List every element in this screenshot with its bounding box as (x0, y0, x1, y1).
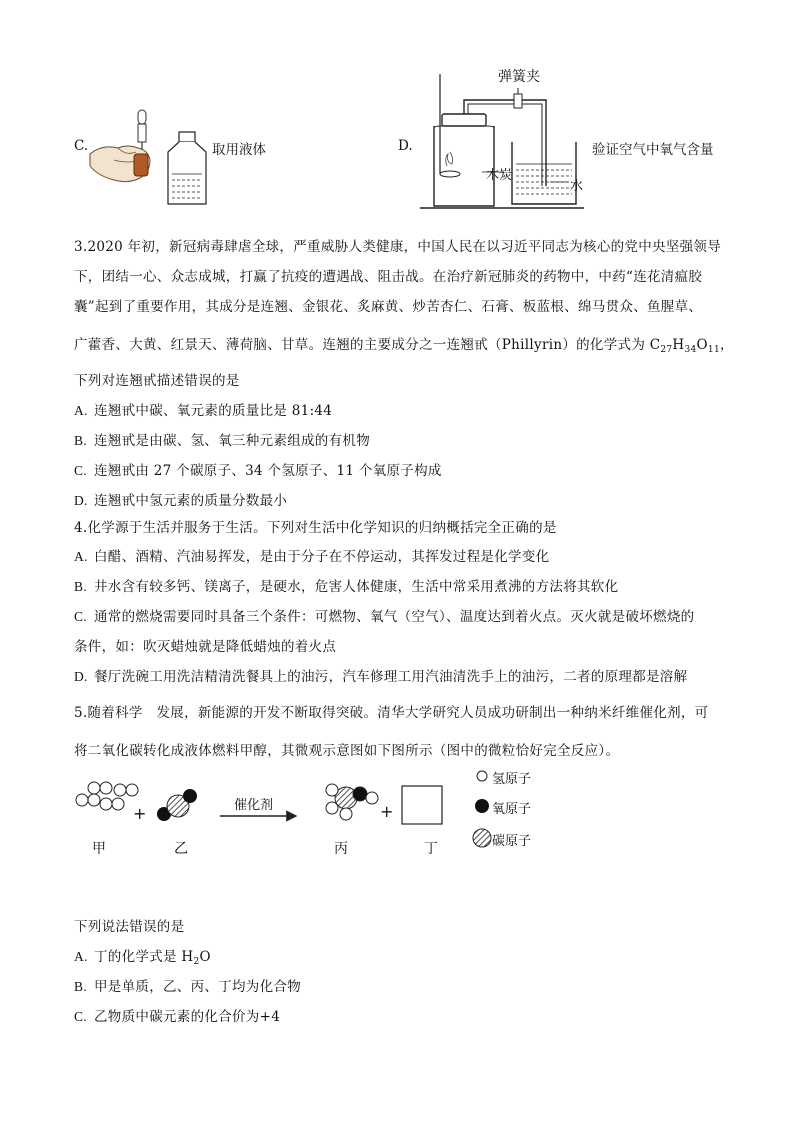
option-text: 甲是单质，乙、丙、丁均为化合物 (94, 979, 301, 995)
carbon-legend-icon (473, 829, 491, 847)
label-yi: 乙 (174, 841, 188, 857)
option-text: 丁的化学式是 H (94, 949, 194, 965)
option-letter: D. (74, 493, 88, 508)
option-letter: A. (74, 549, 88, 564)
option-text: 连翘甙由 27 个碳原子、34 个氢原子、11 个氧原子构成 (94, 463, 442, 479)
reagent-bottle-illustration (166, 130, 208, 206)
formula-c-sub: 27 (660, 345, 673, 355)
q5-option-b[interactable] (74, 978, 301, 996)
q4-option-b[interactable] (74, 578, 618, 596)
unknown-product-box (402, 786, 442, 824)
option-text: 井水含有较多钙、镁离子，是硬水，危害人体健康，生活中常采用煮沸的方法将其软化 (94, 579, 619, 595)
q4-stem: 4.化学源于生活并服务于生活。下列对生活中化学知识的归纳概括完全正确的是 (74, 520, 557, 536)
q3-line-4 (74, 336, 734, 359)
option-letter: C. (74, 463, 87, 478)
option-text: 连翘甙中氢元素的质量分数最小 (94, 493, 288, 509)
option-letter: C. (74, 1009, 87, 1024)
q3-option-c[interactable] (74, 462, 442, 480)
q4-option-d[interactable] (74, 668, 687, 686)
carbon-dioxide-molecule (157, 789, 197, 821)
q3-line-4-text: 广藿香、大黄、红景天、薄荷脑、甘草。连翘的主要成分之一连翘甙（Phillyrin）的化学式为 C (74, 337, 661, 353)
q5-option-c[interactable] (74, 1008, 280, 1026)
q4-option-a[interactable] (74, 548, 549, 566)
oxygen-legend-icon (475, 799, 489, 813)
q5-line-2: 将二氧化碳转化成液体燃料甲醇，其微观示意图如下图所示（图中的微粒恰好完全反应）。 (74, 743, 620, 759)
formula-o-sub: 11 (707, 345, 720, 355)
q3-line-3: 囊”起到了重要作用，其成分是连翘、金银花、炙麻黄、炒苦杏仁、石膏、板蓝根、绵马贯众、鱼腥草、 (74, 299, 703, 315)
formula-h: H (672, 337, 685, 353)
q5-line-1: 5.随着科学 发展，新能源的开发不断取得突破。清华大学研究人员成功研制出一种纳米纤维催化剂，可 (74, 705, 709, 721)
clamp-label: 弹簧夹 (498, 69, 540, 85)
legend-oxygen: 氧原子 (492, 802, 532, 817)
q3-option-a[interactable] (74, 402, 332, 420)
plus-sign-2: + (380, 802, 394, 821)
option-text: 餐厅洗碗工用洗洁精清洗餐具上的油污，汽车修理工用汽油清洗手上的油污，二者的原理都是溶解 (94, 669, 688, 685)
option-letter: B. (74, 979, 87, 994)
option-letter: A. (74, 403, 88, 418)
q4-option-c[interactable] (74, 608, 694, 626)
label-jia: 甲 (92, 841, 106, 857)
methanol-molecule (326, 784, 378, 820)
option-text: 连翘甙中碳、氧元素的质量比是 81:44 (94, 403, 333, 419)
option-text: 白醋、酒精、汽油易挥发，是由于分子在不停运动，其挥发过程是化学变化 (94, 549, 550, 565)
formula-sub: 2 (193, 957, 200, 967)
q3-stem: 下列对连翘甙描述错误的是 (74, 373, 240, 389)
option-letter: A. (74, 949, 88, 964)
option-letter: B. (74, 433, 87, 448)
oxygen-apparatus-illustration (420, 66, 585, 214)
charcoal-label: 木炭 (486, 168, 513, 183)
q3-option-d[interactable] (74, 492, 287, 510)
formula-end: ， (719, 337, 734, 353)
option-letter: C. (74, 609, 87, 624)
water-label: 水 (570, 179, 584, 194)
label-ding: 丁 (424, 841, 438, 857)
formula-after: O (199, 949, 211, 965)
option-d-letter: D. (398, 138, 413, 154)
option-c-caption: 取用液体 (212, 142, 266, 158)
legend-hydrogen: 氢原子 (492, 772, 532, 787)
option-text: 乙物质中碳元素的化合价为+4 (94, 1009, 281, 1025)
option-text: 通常的燃烧需要同时具备三个条件：可燃物、氧气（空气）、温度达到着火点。灭火就是破坏燃烧的 (94, 609, 695, 625)
q5-option-a[interactable] (74, 948, 211, 971)
q3-line-2: 下，团结一心、众志成城，打赢了抗疫的遭遇战、阻击战。在治疗新冠肺炎的药物中，中药“连花清瘟胶 (74, 269, 703, 285)
option-text: 连翘甙是由碳、氢、氧三种元素组成的有机物 (94, 433, 370, 449)
q3-line-1: 3.2020 年初，新冠病毒肆虐全球，严重威胁人类健康，中国人民在以习近平同志为核心的党中央坚强领导 (74, 239, 722, 255)
hydrogen-legend-icon (477, 771, 487, 781)
label-bing: 丙 (334, 841, 348, 857)
hydrogen-molecules (76, 782, 138, 810)
legend-carbon: 碳原子 (492, 834, 532, 849)
option-letter: D. (74, 669, 88, 684)
option-c-letter: C. (74, 138, 89, 154)
q5-stem: 下列说法错误的是 (74, 919, 185, 935)
formula-o: O (696, 337, 708, 353)
dropper-hand-illustration (88, 108, 168, 190)
q3-option-b[interactable] (74, 432, 370, 450)
catalyst-label: 催化剂 (234, 798, 274, 813)
formula-h-sub: 34 (684, 345, 697, 355)
option-letter: B. (74, 579, 87, 594)
plus-sign-1: + (133, 804, 147, 823)
q4-option-c-cont: 条件，如：吹灭蜡烛就是降低蜡烛的着火点 (74, 639, 337, 655)
option-d-caption: 验证空气中氧气含量 (592, 142, 714, 158)
